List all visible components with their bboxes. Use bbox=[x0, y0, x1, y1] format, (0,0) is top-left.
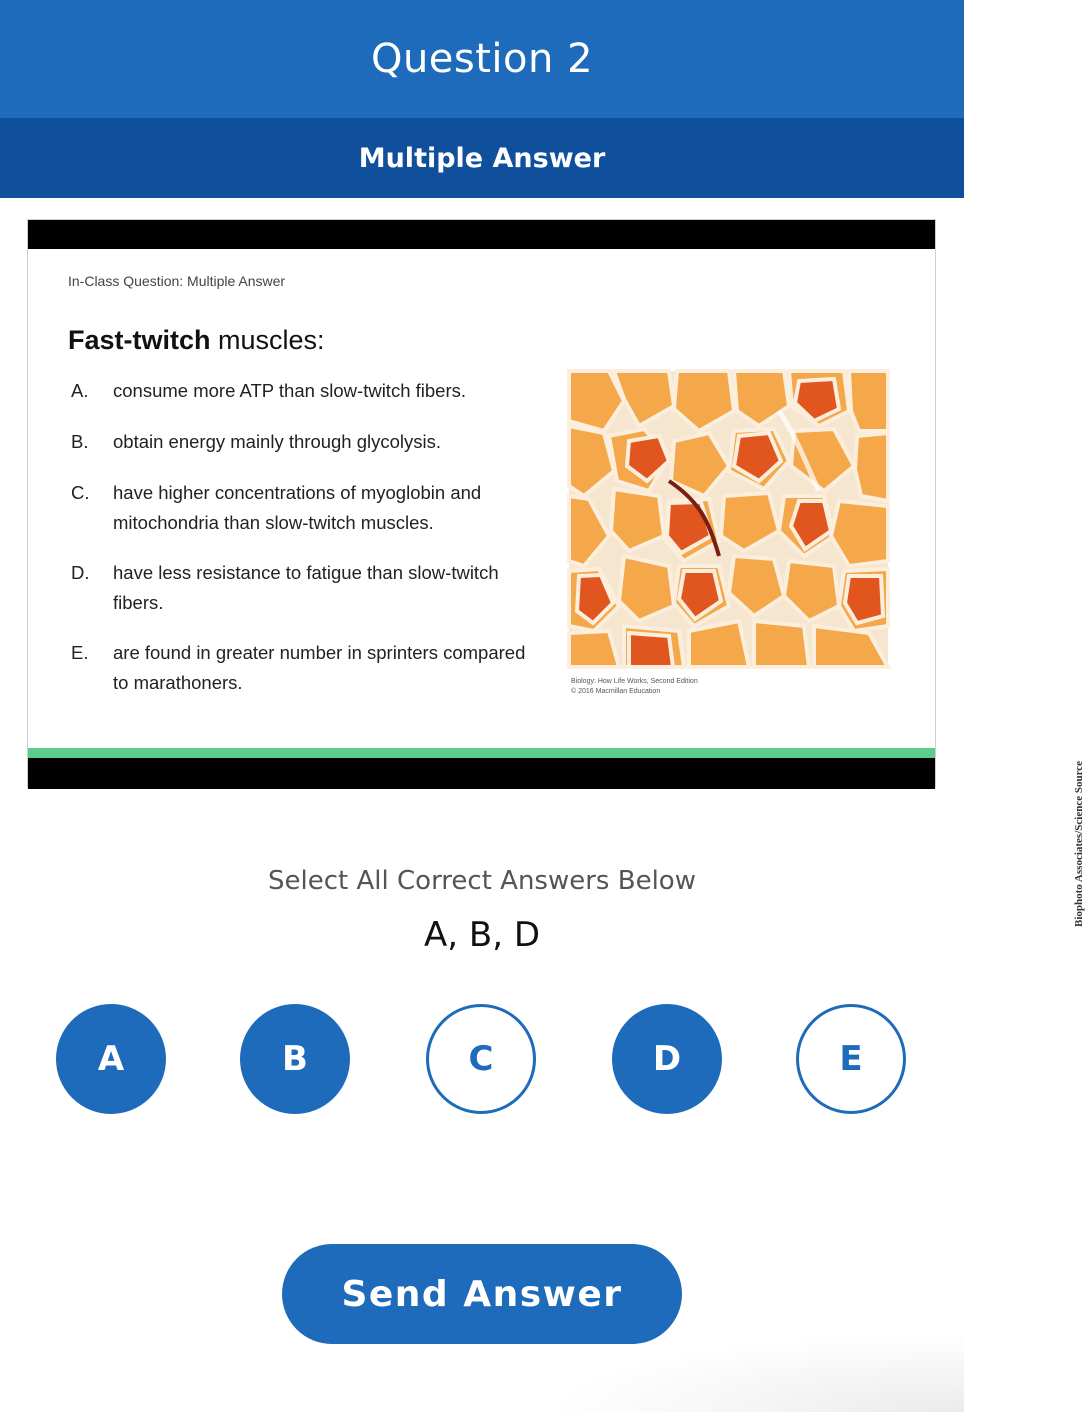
slide-copyright bbox=[571, 677, 698, 697]
option-text: have less resistance to fatigue than slow-twitch fibers. bbox=[113, 562, 499, 613]
option-text: are found in greater number in sprinters compared to marathoners. bbox=[113, 642, 526, 693]
choice-e-button[interactable]: E bbox=[796, 1004, 906, 1114]
slide-heading bbox=[68, 325, 325, 356]
image-credit: Biophoto Associates/Science Source bbox=[1073, 760, 1085, 927]
option-text: consume more ATP than slow-twitch fibers. bbox=[113, 380, 467, 401]
option-letter: B. bbox=[71, 431, 89, 452]
slide-top-bar bbox=[28, 220, 935, 249]
question-type-bar bbox=[0, 118, 964, 198]
question-header bbox=[0, 0, 964, 118]
copyright-line-2: © 2016 Macmillan Education bbox=[571, 688, 661, 695]
option-letter: A. bbox=[71, 380, 89, 401]
option-letter: C. bbox=[71, 482, 90, 503]
choice-b-button[interactable]: B bbox=[240, 1004, 350, 1114]
muscle-micrograph-graphic bbox=[569, 371, 888, 667]
answer-prompt: Select All Correct Answers Below bbox=[268, 866, 696, 896]
slide-heading-rest: muscles: bbox=[210, 325, 325, 355]
option-letter: E. bbox=[71, 642, 89, 663]
choice-c-button[interactable]: C bbox=[426, 1004, 536, 1114]
slide-bottom-bar bbox=[28, 758, 935, 789]
question-title: Question 2 bbox=[370, 36, 594, 82]
choice-a-button[interactable]: A bbox=[56, 1004, 166, 1114]
slide-kicker: In-Class Question: Multiple Answer bbox=[68, 273, 286, 289]
slide-accent-bar bbox=[28, 748, 935, 758]
selected-answers: A, B, D bbox=[424, 915, 540, 955]
question-type-label: Multiple Answer bbox=[358, 142, 606, 174]
option-text: obtain energy mainly through glycolysis. bbox=[113, 431, 442, 452]
muscle-micrograph bbox=[569, 371, 888, 667]
option-text: have higher concentrations of myoglobin and mitochondria than slow-twitch muscles. bbox=[113, 482, 482, 533]
copyright-line-1: Biology: How Life Works, Second Edition bbox=[571, 678, 698, 685]
choice-d-button[interactable]: D bbox=[612, 1004, 722, 1114]
option-letter: D. bbox=[71, 562, 90, 583]
corner-shadow bbox=[544, 1332, 964, 1412]
slide-heading-bold: Fast-twitch bbox=[68, 325, 211, 355]
send-answer-button[interactable]: Send Answer bbox=[282, 1244, 682, 1344]
